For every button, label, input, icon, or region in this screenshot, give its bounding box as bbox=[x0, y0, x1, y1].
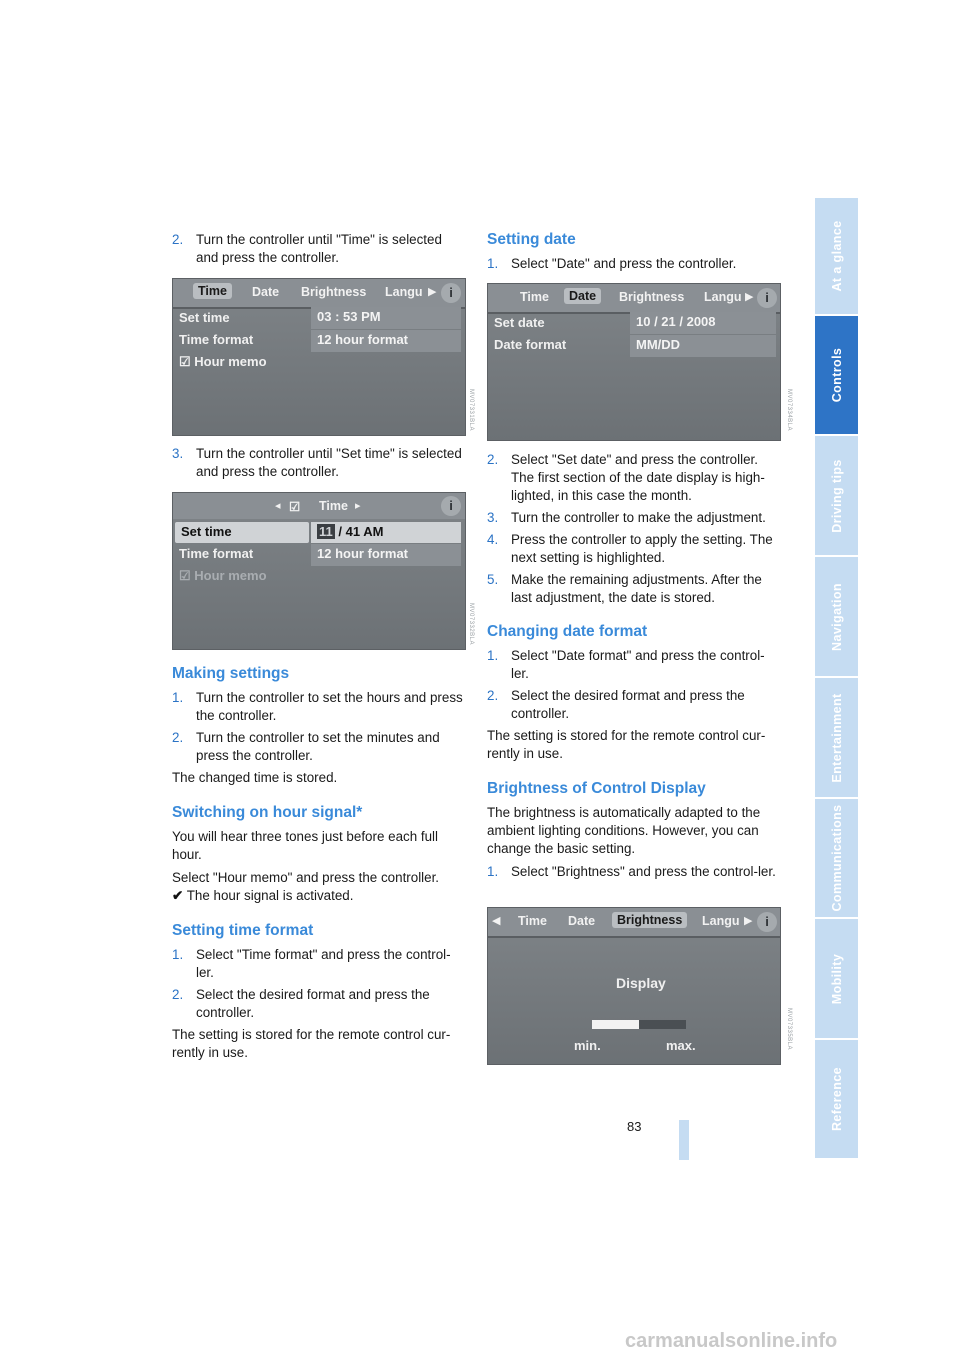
heading-date-format: Changing date format bbox=[487, 623, 648, 640]
setting-date-step-5 bbox=[487, 571, 779, 607]
info-icon: i bbox=[441, 283, 461, 303]
date-format-after: The setting is stored for the remote control cur-rently in use. bbox=[487, 728, 766, 761]
sidebar-item-label: Navigation bbox=[829, 582, 844, 651]
sidebar-item-label: Reference bbox=[829, 1066, 844, 1132]
step-number: 3. bbox=[172, 446, 184, 461]
row-set-time-label: Set time bbox=[175, 522, 309, 543]
tab-brightness: Brightness bbox=[619, 290, 685, 304]
making-settings-after: The changed time is stored. bbox=[172, 770, 338, 785]
tab-date: Date bbox=[252, 285, 280, 299]
step-text: Select "Brightness" and press the control-ler. bbox=[511, 864, 776, 879]
screenshot-date-menu bbox=[487, 283, 792, 441]
tab-bar bbox=[488, 284, 780, 314]
screenshot-brightness bbox=[487, 907, 792, 1065]
header-title: Time bbox=[319, 499, 348, 513]
tab-date: Date bbox=[564, 288, 601, 304]
row-hour-memo bbox=[179, 354, 267, 370]
step-text: Turn the controller until "Set time" is selected and press the controller. bbox=[196, 446, 462, 479]
image-code: MV07334BLA bbox=[786, 389, 792, 432]
arrow-left-icon: ◂ bbox=[275, 500, 281, 512]
step-number: 2. bbox=[172, 730, 184, 745]
sidebar-item-controls[interactable] bbox=[815, 316, 858, 436]
hour-segment: 11 bbox=[319, 524, 333, 539]
tab-language: Langu bbox=[385, 285, 423, 299]
row-date-format-value: MM/DD bbox=[630, 335, 776, 357]
right-column-middle bbox=[487, 451, 779, 885]
tab-language: Langu bbox=[702, 914, 740, 928]
brightness-step-1 bbox=[487, 863, 779, 881]
row-hour-memo-label: Hour memo bbox=[194, 354, 267, 369]
step-number: 2. bbox=[172, 232, 184, 247]
row-date-format-label: Date format bbox=[494, 337, 567, 352]
hour-signal-p3: The hour signal is activated. bbox=[186, 888, 354, 903]
heading-making-settings: Making settings bbox=[172, 665, 290, 682]
slider-max-label: max. bbox=[666, 1038, 696, 1053]
slider-min-label: min. bbox=[574, 1038, 601, 1053]
arrow-right-icon: ▸ bbox=[355, 500, 361, 512]
image-code: MV07332BLA bbox=[468, 603, 474, 646]
row-set-date-value: 10 / 21 / 2008 bbox=[630, 312, 776, 334]
step-text: Turn the controller to set the minutes and press the controller. bbox=[196, 730, 440, 763]
info-icon: i bbox=[441, 496, 461, 516]
page-number-bar bbox=[679, 1120, 689, 1160]
arrow-right-icon: ▶ bbox=[428, 286, 437, 298]
image-code: MV07331BLA bbox=[468, 389, 474, 432]
time-format-step-1 bbox=[172, 946, 464, 982]
sidebar-item-label: At a glance bbox=[829, 220, 844, 292]
row-set-time-value bbox=[311, 522, 461, 543]
hour-signal-p3-wrap bbox=[172, 887, 464, 905]
sidebar-item-driving-tips[interactable] bbox=[815, 436, 858, 557]
heading-hour-signal: Switching on hour signal* bbox=[172, 804, 363, 821]
making-settings-step-1 bbox=[172, 689, 464, 725]
step-number: 4. bbox=[487, 532, 499, 547]
making-settings-step-2 bbox=[172, 729, 464, 765]
row-hour-memo-label: Hour memo bbox=[194, 568, 267, 583]
setting-date-step-1 bbox=[487, 255, 779, 273]
heading-setting-date: Setting date bbox=[487, 231, 576, 248]
step-number: 1. bbox=[487, 648, 499, 663]
date-format-step-2 bbox=[487, 687, 779, 723]
brightness-p1: The brightness is automatically adapted to the ambient lighting conditions. However, you can change the basic setting. bbox=[487, 805, 761, 856]
setting-date-step-3 bbox=[487, 509, 779, 527]
arrow-right-icon: ▶ bbox=[745, 291, 754, 303]
info-icon: i bbox=[757, 288, 777, 308]
date-format-step-1 bbox=[487, 647, 779, 683]
info-icon: i bbox=[757, 912, 777, 932]
row-time-format-value: 12 hour format bbox=[311, 330, 461, 352]
row-set-date-label: Set date bbox=[494, 315, 545, 330]
sidebar-item-reference[interactable] bbox=[815, 1040, 858, 1160]
sidebar-item-at-a-glance[interactable] bbox=[815, 198, 858, 316]
hour-signal-p2: Select "Hour memo" and press the controller. bbox=[172, 870, 440, 885]
brightness-slider bbox=[592, 1020, 686, 1029]
right-column-top bbox=[487, 231, 779, 277]
sidebar-item-label: Communications bbox=[829, 804, 844, 912]
step-text: Select "Date" and press the controller. bbox=[511, 256, 737, 271]
step-text: Make the remaining adjustments. After the last adjustment, the date is stored. bbox=[511, 572, 762, 605]
step-number: 1. bbox=[487, 256, 499, 271]
arrow-right-icon: ▶ bbox=[744, 915, 753, 927]
step-text: Select the desired format and press the controller. bbox=[511, 688, 745, 721]
sidebar-item-label: Controls bbox=[829, 347, 844, 403]
display-title: Display bbox=[616, 975, 666, 991]
checkbox-checked-icon: ☑ bbox=[179, 568, 191, 583]
watermark: carmanualsonline.info bbox=[625, 1330, 838, 1352]
setting-date-step-2 bbox=[487, 451, 779, 505]
step-2-select-time bbox=[172, 231, 464, 267]
step-number: 1. bbox=[172, 690, 184, 705]
row-hour-memo bbox=[179, 568, 267, 584]
checkmark-icon: ✔ bbox=[172, 888, 184, 903]
sidebar-item-navigation[interactable] bbox=[815, 557, 858, 678]
brightness-slider-fill bbox=[592, 1020, 639, 1029]
screenshot-set-time bbox=[172, 492, 474, 650]
checkbox-checked-icon: ☑ bbox=[179, 354, 191, 369]
step-text: Turn the controller until "Time" is selected and press the controller. bbox=[196, 232, 442, 265]
left-column-step3 bbox=[172, 445, 464, 485]
step-text: Select "Set date" and press the controller. The first section of the date display is high-lighted, in this case the month. bbox=[511, 452, 765, 503]
step-number: 1. bbox=[487, 864, 499, 879]
hour-signal-p1: You will hear three tones just before each full hour. bbox=[172, 829, 438, 862]
screenshot-time-menu bbox=[172, 278, 474, 436]
sidebar-item-label: Entertainment bbox=[829, 692, 844, 783]
sidebar-item-label: Mobility bbox=[829, 953, 844, 1004]
sidebar-item-communications[interactable] bbox=[815, 799, 858, 919]
tab-brightness: Brightness bbox=[301, 285, 367, 299]
row-time-format-value: 12 hour format bbox=[311, 544, 461, 566]
step-text: Press the controller to apply the setting. The next setting is highlighted. bbox=[511, 532, 773, 565]
sidebar-item-mobility[interactable] bbox=[815, 919, 858, 1040]
tab-language: Langu bbox=[704, 290, 742, 304]
header-bar bbox=[173, 493, 465, 519]
sidebar-item-label: Driving tips bbox=[829, 458, 844, 533]
step-number: 3. bbox=[487, 510, 499, 525]
image-code: MV07335BLA bbox=[786, 1008, 792, 1051]
step-number: 2. bbox=[487, 452, 499, 467]
step-text: Turn the controller to set the hours and press the controller. bbox=[196, 690, 463, 723]
row-time-format-label: Time format bbox=[179, 546, 254, 561]
step-number: 2. bbox=[172, 987, 184, 1002]
minute-segment: / 41 AM bbox=[338, 524, 384, 539]
time-format-step-2 bbox=[172, 986, 464, 1022]
left-column bbox=[172, 231, 464, 271]
tab-time: Time bbox=[193, 283, 232, 299]
arrow-left-icon: ◀ bbox=[492, 915, 501, 927]
tab-date: Date bbox=[568, 914, 596, 928]
tab-time: Time bbox=[518, 914, 547, 928]
tab-brightness: Brightness bbox=[612, 912, 687, 928]
tab-bar bbox=[488, 908, 780, 938]
step-number: 5. bbox=[487, 572, 499, 587]
tab-bar bbox=[173, 279, 465, 309]
tab-time: Time bbox=[520, 290, 549, 304]
checkmark-icon: ☑ bbox=[289, 500, 301, 514]
step-text: Select "Date format" and press the control-ler. bbox=[511, 648, 765, 681]
row-set-time-value: 03 : 53 PM bbox=[311, 307, 461, 329]
step-number: 1. bbox=[172, 947, 184, 962]
step-3-select-set-time bbox=[172, 445, 464, 481]
row-time-format-label: Time format bbox=[179, 332, 254, 347]
step-text: Select the desired format and press the controller. bbox=[196, 987, 430, 1020]
heading-time-format: Setting time format bbox=[172, 922, 314, 939]
page-number: 83 bbox=[627, 1119, 642, 1134]
left-column-lower bbox=[172, 665, 464, 1067]
step-number: 2. bbox=[487, 688, 499, 703]
sidebar-item-entertainment[interactable] bbox=[815, 678, 858, 799]
setting-date-step-4 bbox=[487, 531, 779, 567]
step-text: Turn the controller to make the adjustment. bbox=[511, 510, 766, 525]
time-format-after: The setting is stored for the remote control cur-rently in use. bbox=[172, 1027, 451, 1060]
row-set-time-label: Set time bbox=[179, 310, 230, 325]
heading-brightness: Brightness of Control Display bbox=[487, 780, 706, 797]
step-text: Select "Time format" and press the control-ler. bbox=[196, 947, 451, 980]
